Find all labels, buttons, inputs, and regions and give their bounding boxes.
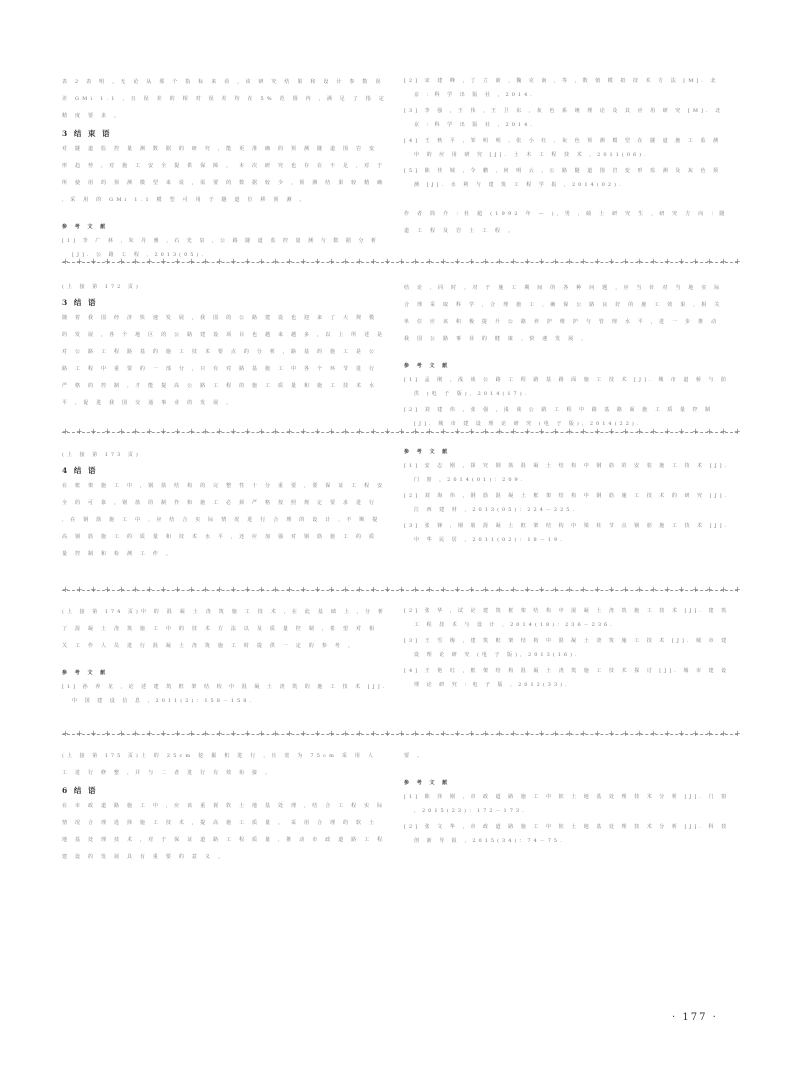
divider-mark: +	[146, 427, 153, 436]
references-heading: 参 考 文 献	[62, 224, 109, 230]
divider-mark: +	[552, 585, 559, 594]
divider-mark: +	[202, 427, 209, 436]
divider-mark: +	[328, 729, 335, 738]
divider-mark: +	[426, 427, 433, 436]
section-heading: 6 结 语	[62, 786, 98, 795]
reference-item: [2] 刘 海 伟 ，钢 筋 混 凝 土 框 架 结 构 中 钢 筋 施 工 技 术 的 研 究 [J]. 江 西 建 材 ，2013(05)：224－225.	[404, 493, 730, 513]
divider-mark: +	[286, 427, 293, 436]
divider-mark: +	[230, 729, 237, 738]
divider-mark: +	[244, 427, 251, 436]
section4-left-column	[62, 604, 388, 710]
section-divider	[62, 729, 741, 738]
section-heading: 3 结 语	[62, 298, 98, 307]
reference-item: [1] 孙 养 龙 ，论 述 建 筑 框 架 结 构 中 混 凝 土 浇 筑 的 施 工 技 术 [J]. 中 国 建 设 信 息 ，2011(2)：158－158.	[62, 684, 388, 704]
divider-mark: +	[328, 257, 335, 266]
divider-mark: +	[272, 427, 279, 436]
divider-mark: +	[580, 729, 587, 738]
divider-mark: +	[706, 585, 713, 594]
divider-mark: +	[202, 729, 209, 738]
section3-left-column	[62, 448, 388, 563]
divider-mark: +	[174, 585, 181, 594]
section2-left-column	[62, 280, 388, 412]
divider-mark: +	[160, 729, 167, 738]
divider-mark: +	[118, 729, 125, 738]
divider-mark: +	[272, 585, 279, 594]
body-paragraph: 在 市 政 道 路 施 工 中 ，应 该 重 视 软 土 地 基 处 理 ，结 合 工 程 实 际 情 况 合 理 选 择 施 工 技 术 ，提 高 施 工 质 量 。 采 用 合 理 的 软 土 地 基 处 理 技 术 ，对 于 保 证 道 路 工 程 质 量 ，推 动 市 政 道 路 工 程 建 设 的 发 展 具 有 重 要 的 意 义 。	[62, 803, 386, 860]
divider-mark: +	[608, 427, 615, 436]
divider-mark: +	[454, 257, 461, 266]
reference-item: [1] 李 广 林 ，朱 丹 雅 ，石 光 泉 ，公 路 隧 道 监 控 量 测 与 数 据 分 析 [J]. 公 路 工 程 ，2013(05).	[62, 238, 380, 258]
body-paragraph	[62, 748, 388, 782]
page-number: · 177 ·	[672, 1012, 718, 1023]
divider-mark: +	[370, 729, 377, 738]
divider-mark: +	[720, 729, 727, 738]
divider-mark: +	[300, 729, 307, 738]
divider-mark: +	[622, 257, 629, 266]
divider-mark: +	[636, 257, 643, 266]
section3-right-column	[404, 448, 730, 549]
divider-mark: +	[594, 729, 601, 738]
body-paragraph	[62, 604, 388, 655]
reference-item: [5] 陈 佳 城 ，令 鹏 ，何 明 云 ，公 路 隧 道 围 岩 变 形 监 测 及 灰 色 预 测 [J]. 水 利 与 建 筑 工 程 学 报 ，2014(02).	[404, 168, 722, 188]
divider-mark: +	[510, 585, 517, 594]
divider-mark: +	[244, 257, 251, 266]
divider-mark: +	[440, 257, 447, 266]
divider-mark: +	[440, 427, 447, 436]
divider-mark: +	[426, 729, 433, 738]
body-text: 上 的 25cm 挖 掘 机 进 行 ，且 宽 为 75cm 采 用 人 工 进 行 修 整 ，并 与 二 者 进 行 有 效 衔 接 。	[62, 753, 377, 776]
divider-mark: +	[202, 585, 209, 594]
divider-mark: +	[524, 427, 531, 436]
divider-mark: +	[664, 427, 671, 436]
divider-mark: +	[664, 729, 671, 738]
divider-mark: +	[496, 427, 503, 436]
divider-mark: +	[342, 257, 349, 266]
divider-mark: +	[300, 257, 307, 266]
section-divider	[62, 427, 741, 436]
divider-mark: +	[146, 729, 153, 738]
divider-mark: +	[678, 585, 685, 594]
divider-mark: +	[510, 257, 517, 266]
divider-mark: +	[104, 729, 111, 738]
divider-mark: +	[398, 427, 405, 436]
section4-right-column	[404, 604, 730, 694]
divider-mark: +	[720, 585, 727, 594]
section-divider	[62, 257, 741, 266]
divider-mark: +	[664, 257, 671, 266]
divider-mark: +	[118, 257, 125, 266]
divider-mark: +	[230, 257, 237, 266]
divider-mark: +	[118, 427, 125, 436]
author-bio: 作 者 简 介 ：杜 超 (1992 年 — )，男 ，硕 士 研 究 生 ，研 究 方 向 ：隧 道 工 程 及 岩 土 工 程 。	[404, 211, 728, 234]
section1-right-column	[404, 74, 730, 240]
divider-mark: +	[76, 729, 83, 738]
divider-mark: +	[104, 257, 111, 266]
divider-mark: +	[342, 427, 349, 436]
divider-mark: +	[482, 729, 489, 738]
divider-mark: +	[580, 585, 587, 594]
reference-item: [3] 李 强 ，王 伟 ，王 卫 东 ，灰 色 系 统 理 论 及 其 应 用 研 究 [M]. 北 京 ：科 学 出 版 社 ，2014.	[404, 108, 724, 128]
divider-mark: +	[566, 257, 573, 266]
divider-mark: +	[356, 427, 363, 436]
divider-mark: +	[734, 427, 741, 436]
divider-mark: +	[440, 729, 447, 738]
section2-right-column	[404, 280, 730, 433]
divider-mark: +	[90, 257, 97, 266]
divider-mark: +	[552, 427, 559, 436]
divider-mark: +	[216, 257, 223, 266]
divider-mark: +	[720, 257, 727, 266]
continued-from-label: (上 接 第 172 页)	[62, 284, 141, 290]
reference-item: [2] 张 文 华 ，市 政 道 路 施 工 中 软 土 地 基 处 理 技 术 分 析 [J]. 科 技 创 新 导 报 ，2015(34)：74－75.	[404, 824, 730, 844]
references-heading: 参 考 文 献	[404, 363, 451, 369]
divider-mark: +	[678, 427, 685, 436]
body-paragraph: 结 论 ，同 时 ，对 于 施 工 期 间 的 各 种 问 题 ，应 当 针 对 当 地 实 际 合 理 采 取 科 学 ，合 理 施 工 ，确 保 公 路 良 好 的 施 工 效 果 ，相 关 单 位 应 该 积 极 提 升 公 路 养 护 维 护 与 管 理 水 平 ，进 一 步 推 动 我 国 公 路 事 业 的 健 康 、快 速 发 展 。	[404, 285, 723, 342]
body-paragraph: 对 隧 道 监 控 量 测 数 据 的 研 究 ，能 更 准 确 的 预 测 隧 道 围 岩 变 形 趋 势 ，对 施 工 安 全 提 供 保 障 。 本 次 研 究 也 存 在 不 足 ，对 于 所 使 用 的 预 测 模 型 来 说 ，需 要 的 数 据 较 少 ，预 测 结 果 较 精 确 ，采 用 的 GMi 1.1 模 型 可 用 于 隧 道 位 移 预 测 。	[62, 146, 386, 203]
divider-mark: +	[482, 585, 489, 594]
divider-mark: +	[608, 729, 615, 738]
divider-mark: +	[426, 257, 433, 266]
divider-mark: +	[678, 729, 685, 738]
divider-mark: +	[118, 585, 125, 594]
divider-mark: +	[580, 257, 587, 266]
divider-mark: +	[258, 257, 265, 266]
divider-mark: +	[216, 427, 223, 436]
divider-mark: +	[510, 729, 517, 738]
divider-mark: +	[720, 427, 727, 436]
divider-mark: +	[188, 729, 195, 738]
reference-item: [2] 刘 建 伟 ，张 强 ，浅 谈 公 路 工 程 中 路 基 路 面 施 工 质 量 控 制 [J]. 城 市 建 设 理 论 研 究 (电 子 版)，2014(22).	[404, 407, 714, 427]
divider-mark: +	[76, 427, 83, 436]
divider-mark: +	[692, 729, 699, 738]
divider-mark: +	[384, 427, 391, 436]
divider-mark: +	[734, 257, 741, 266]
divider-mark: +	[104, 585, 111, 594]
divider-mark: +	[188, 585, 195, 594]
reference-item: [4] 王 艳 红 ，框 架 结 构 混 凝 土 浇 筑 施 工 技 术 探 讨 [J]. 城 市 建 设 理 论 研 究 ：电 子 版 ，2012(33).	[404, 668, 730, 688]
divider-mark: +	[398, 729, 405, 738]
divider-mark: +	[594, 257, 601, 266]
divider-mark: +	[286, 585, 293, 594]
divider-mark: +	[230, 585, 237, 594]
reference-item: [1] 孟 刚 ，浅 谈 公 路 工 程 路 基 路 面 施 工 技 术 [J]. 城 市 道 桥 与 防 洪 (电 子 版)，2014(17).	[404, 377, 730, 397]
divider-mark: +	[314, 729, 321, 738]
section5-left-column	[62, 748, 388, 866]
divider-mark: +	[90, 729, 97, 738]
references-heading: 参 考 文 献	[404, 449, 451, 455]
divider-mark: +	[188, 257, 195, 266]
divider-mark: +	[258, 729, 265, 738]
divider-mark: +	[496, 257, 503, 266]
divider-mark: +	[202, 257, 209, 266]
divider-mark: +	[650, 585, 657, 594]
divider-mark: +	[342, 729, 349, 738]
divider-mark: +	[174, 427, 181, 436]
divider-mark: +	[510, 427, 517, 436]
divider-mark: +	[398, 257, 405, 266]
divider-mark: +	[636, 427, 643, 436]
divider-mark: +	[146, 585, 153, 594]
divider-mark: +	[692, 257, 699, 266]
references-heading: 参 考 文 献	[62, 670, 109, 676]
divider-mark: +	[370, 257, 377, 266]
body-text: 要 。	[404, 753, 426, 759]
divider-mark: +	[594, 427, 601, 436]
divider-mark: +	[678, 257, 685, 266]
divider-mark: +	[244, 729, 251, 738]
divider-mark: +	[384, 729, 391, 738]
section1-left-column	[62, 74, 388, 264]
divider-mark: +	[300, 427, 307, 436]
divider-mark: +	[636, 585, 643, 594]
divider-mark: +	[272, 257, 279, 266]
divider-mark: +	[538, 729, 545, 738]
divider-mark: +	[468, 729, 475, 738]
divider-mark: +	[412, 427, 419, 436]
divider-mark: +	[76, 585, 83, 594]
divider-mark: +	[104, 427, 111, 436]
divider-mark: +	[734, 729, 741, 738]
divider-mark: +	[244, 585, 251, 594]
divider-mark: +	[132, 257, 139, 266]
divider-mark: +	[62, 427, 69, 436]
divider-mark: +	[496, 729, 503, 738]
divider-mark: +	[538, 585, 545, 594]
divider-mark: +	[706, 257, 713, 266]
body-paragraph: 表 2 表 明 ，无 论 从 那 个 指 标 来 看 ，该 研 究 结 果 和 设 计 参 数 误 差 GMi 1.1 ，且 误 差 的 相 对 误 差 均 在 5% 范 围 内 ，满 足 了 指 定 精 度 要 求 。	[62, 79, 387, 119]
divider-mark: +	[174, 729, 181, 738]
divider-mark: +	[566, 585, 573, 594]
continued-from-label: (上 接 第 175 页)	[62, 753, 141, 759]
divider-mark: +	[160, 585, 167, 594]
divider-mark: +	[454, 585, 461, 594]
reference-item: [2] 张 华 ，试 论 建 筑 框 架 结 构 中 混 凝 土 浇 筑 施 工 技 术 [J]. 建 筑 工 程 技 术 与 设 计 ，2014(18)：236－236.	[404, 608, 730, 628]
body-paragraph: 随 着 我 国 经 济 快 速 发 展 ，我 国 的 公 路 建 设 也 迎 来 了 大 规 模 的 发 展 ，各 个 地 区 的 公 路 建 设 项 目 也 越 来 越 多 ，以 上 所 述 是 对 公 路 工 程 路 基 的 施 工 技 术 要 点 的 分 析 ，路 基 的 施 工 是 公 路 工 程 中 重 要 的 一 部 分 ，只 有 对 路 基 施 工 中 各 个 环 节 进 行 严 格 的 控 制 ，才 能 提 高 公 路 工 程 的 施 工 质 量 和 施 工 技 术 水 平 ，促 进 我 国 交 通 事 业 的 发 展 。	[62, 315, 386, 406]
divider-mark: +	[594, 585, 601, 594]
divider-mark: +	[384, 585, 391, 594]
reference-item: [1] 安 志 刚 ，探 究 钢 筋 混 凝 土 结 构 中 钢 筋 的 安 装 施 工 技 术 [J]. 门 窗 ，2014(01)：209.	[404, 463, 730, 483]
divider-mark: +	[636, 729, 643, 738]
section-heading: 4 结 语	[62, 466, 98, 475]
divider-mark: +	[468, 585, 475, 594]
section5-right-column	[404, 748, 730, 850]
divider-mark: +	[706, 427, 713, 436]
divider-mark: +	[440, 585, 447, 594]
divider-mark: +	[734, 585, 741, 594]
divider-mark: +	[650, 729, 657, 738]
divider-mark: +	[454, 729, 461, 738]
divider-mark: +	[62, 585, 69, 594]
divider-mark: +	[230, 427, 237, 436]
section-divider	[62, 585, 741, 594]
divider-mark: +	[650, 427, 657, 436]
references-heading: 参 考 文 献	[404, 780, 451, 786]
divider-mark: +	[622, 427, 629, 436]
continued-from-label: (上 接 第 174 页)	[62, 609, 141, 615]
divider-mark: +	[258, 585, 265, 594]
divider-mark: +	[286, 729, 293, 738]
divider-mark: +	[132, 585, 139, 594]
divider-mark: +	[328, 427, 335, 436]
divider-mark: +	[258, 427, 265, 436]
divider-mark: +	[342, 585, 349, 594]
divider-mark: +	[692, 585, 699, 594]
divider-mark: +	[356, 729, 363, 738]
divider-mark: +	[160, 427, 167, 436]
divider-mark: +	[622, 585, 629, 594]
divider-mark: +	[524, 729, 531, 738]
divider-mark: +	[566, 427, 573, 436]
divider-mark: +	[468, 427, 475, 436]
divider-mark: +	[552, 729, 559, 738]
divider-mark: +	[622, 729, 629, 738]
divider-mark: +	[706, 729, 713, 738]
divider-mark: +	[132, 427, 139, 436]
divider-mark: +	[328, 585, 335, 594]
divider-mark: +	[482, 257, 489, 266]
reference-item: [4] 王 秋 平 ，邹 明 明 ，张 小 红 ，灰 色 预 测 模 型 在 隧 道 施 工 监 测 中 的 应 用 研 究 [J]. 土 木 工 程 技 术 ，2011(06).	[404, 138, 722, 158]
divider-mark: +	[314, 257, 321, 266]
divider-mark: +	[608, 585, 615, 594]
divider-mark: +	[286, 257, 293, 266]
continued-from-label: (上 接 第 173 页)	[62, 452, 141, 458]
divider-mark: +	[188, 427, 195, 436]
body-text: 中 的 混 凝 土 浇 筑 施 工 技 术 ，在 此 基 础 上 ，分 析 了 混 凝 土 浇 筑 施 工 中 的 技 术 方 法 以 及 质 量 控 制 ，希 望 对 相 关 工 作 人 员 进 行 混 凝 土 浇 筑 施 工 时 提 供 一 定 的 参 考 。	[62, 609, 387, 649]
section-heading: 3 结 束 语	[62, 129, 112, 138]
divider-mark: +	[538, 427, 545, 436]
divider-mark: +	[90, 585, 97, 594]
divider-mark: +	[692, 427, 699, 436]
divider-mark: +	[496, 585, 503, 594]
divider-mark: +	[482, 427, 489, 436]
divider-mark: +	[412, 585, 419, 594]
divider-mark: +	[216, 729, 223, 738]
divider-mark: +	[370, 427, 377, 436]
divider-mark: +	[314, 585, 321, 594]
reference-item: [3] 王 雪 梅 ，建 筑 框 架 结 构 中 混 凝 土 浇 筑 施 工 技 术 [J]. 城 市 建 设 理 论 研 究 (电 子 版)，2013(16).	[404, 638, 730, 658]
divider-mark: +	[538, 257, 545, 266]
divider-mark: +	[664, 585, 671, 594]
divider-mark: +	[524, 257, 531, 266]
reference-item: [1] 陈 泽 刚 ，市 政 道 路 施 工 中 软 土 地 基 处 理 技 术 分 析 [J]. 门 窗 ，2015(23)：172－173.	[404, 794, 730, 814]
divider-mark: +	[90, 427, 97, 436]
divider-mark: +	[272, 729, 279, 738]
divider-mark: +	[160, 257, 167, 266]
divider-mark: +	[608, 257, 615, 266]
divider-mark: +	[216, 585, 223, 594]
divider-mark: +	[356, 257, 363, 266]
divider-mark: +	[412, 729, 419, 738]
divider-mark: +	[132, 729, 139, 738]
divider-mark: +	[370, 585, 377, 594]
divider-mark: +	[524, 585, 531, 594]
reference-item: [3] 张 锋 ，钢 筋 混 凝 土 框 架 结 构 中 梁 柱 节 点 钢 筋 施 工 技 术 [J]. 中 华 民 居 ，2011(02)：18－19.	[404, 523, 730, 543]
divider-mark: +	[398, 585, 405, 594]
divider-mark: +	[426, 585, 433, 594]
divider-mark: +	[62, 729, 69, 738]
divider-mark: +	[580, 427, 587, 436]
divider-mark: +	[146, 257, 153, 266]
divider-mark: +	[76, 257, 83, 266]
divider-mark: +	[468, 257, 475, 266]
divider-mark: +	[384, 257, 391, 266]
divider-mark: +	[412, 257, 419, 266]
divider-mark: +	[454, 427, 461, 436]
reference-item: [2] 宋 建 峰 ，丁 立 新 ，魏 克 南 ，等 ，数 值 模 拟 技 术 方 法 [M]. 北 京 ：科 学 出 版 社 ，2014.	[404, 78, 719, 98]
divider-mark: +	[356, 585, 363, 594]
divider-mark: +	[650, 257, 657, 266]
divider-mark: +	[300, 585, 307, 594]
divider-mark: +	[552, 257, 559, 266]
divider-mark: +	[566, 729, 573, 738]
body-paragraph: 在 框 架 施 工 中 ，钢 筋 结 构 的 完 整 性 十 分 重 要 ，要 保 证 工 程 安 全 的 可 靠 ，钢 筋 的 制 作 和 施 工 必 须 严 格 按 照 规 定 要 求 进 行 ，在 钢 筋 施 工 中 ，应 结 合 实 际 情 况 进 行 合 理 的 设 计 ，不 断 提 高 钢 筋 施 工 的 质 量 和 技 术 水 平 ，还 应 加 强 对 钢 筋 施 工 的 质 量 控 制 和 检 测 工 作 。	[62, 483, 386, 557]
divider-mark: +	[314, 427, 321, 436]
divider-mark: +	[174, 257, 181, 266]
divider-mark: +	[62, 257, 69, 266]
